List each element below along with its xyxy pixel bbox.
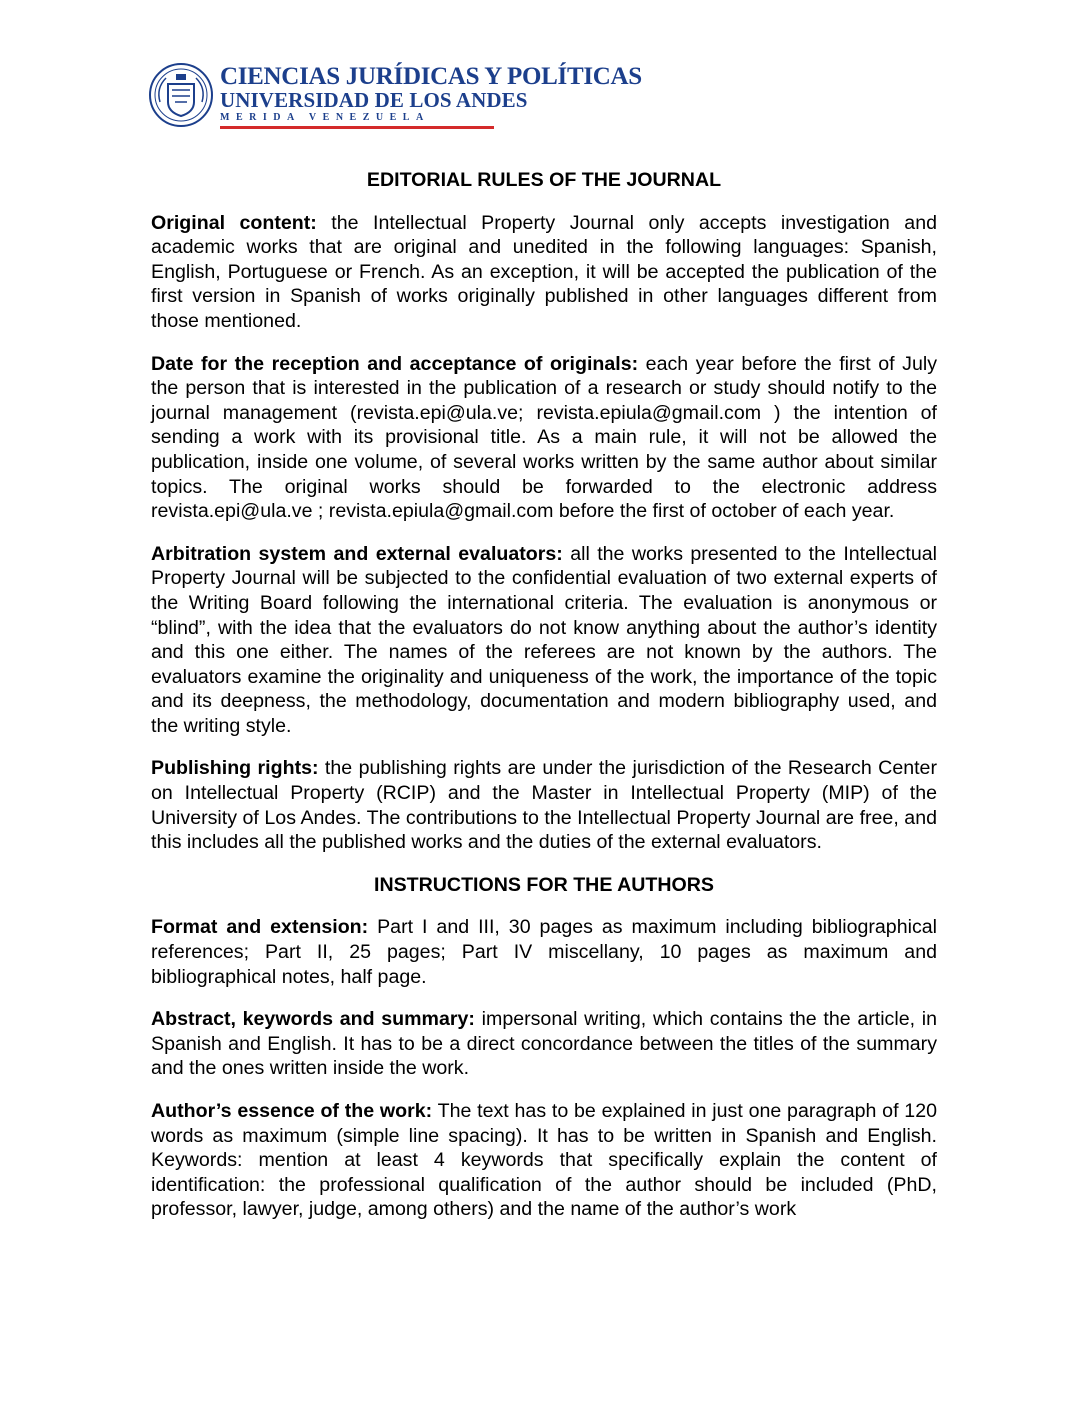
paragraph-publishing-rights — [151, 756, 937, 854]
paragraph-original-content — [151, 211, 937, 334]
university-seal-icon — [148, 62, 214, 128]
paragraph-text: Part I and III, 30 pages as maximum including bibliographical references; Part II, 25 pages; Part IV miscellany, 10 pages as maximum and bibliographical notes, half page. — [151, 916, 937, 988]
org-title: CIENCIAS JURÍDICAS Y POLÍTICAS — [220, 63, 642, 90]
paragraph-format-extension — [151, 915, 937, 989]
letterhead — [148, 62, 642, 130]
paragraph-label: Arbitration system and external evaluators: — [151, 542, 563, 565]
paragraph-label: Date for the reception and acceptance of originals: — [151, 352, 639, 375]
paragraph-text: impersonal writing, which contains the the article, in Spanish and English. It has to be a direct concordance between the titles of the summary and the ones written inside the work. — [151, 1008, 937, 1080]
paragraph-label: Original content: — [151, 211, 317, 234]
paragraph-label: Format and extension: — [151, 916, 369, 939]
paragraph-reception-dates — [151, 352, 937, 524]
paragraph-text: each year before the first of July the person that is interested in the publication of a research or study should notify to the journal management (revista.epi@ula.ve; revista.epiula@gmail.com ) the intention of sending a work with its provisional title. As a main rule, it will not be allowed the publication, inside one volume, of several works written by the same author about similar topics. The original works should be forwarded to the electronic address revista.epi@ula.ve ; revista.epiula@gmail.com before the first of october of each year. — [151, 352, 937, 523]
paragraph-text: all the works presented to the Intellectual Property Journal will be subjected to the confidential evaluation of two external experts of the Writing Board following the international criteria. The evaluation is anonymous or “blind”, with the idea that the evaluators do not know anything about the author’s identity and this one either. The names of the referees are not known by the authors. The evaluators examine the originality and uniqueness of the work, the importance of the topic and its deepness, the methodology, documentation and modern bibliography used, and the writing style. — [151, 542, 937, 737]
paragraph-text: the publishing rights are under the jurisdiction of the Research Center on Intellectual Property (RCIP) and the Master in Intellectual Property (MIP) of the University of Los Andes. The contributions to the Intellectual Property Journal are free, and this includes all the published works and the duties of the external evaluators. — [151, 757, 937, 854]
org-city: MERIDA VENEZUELA — [220, 112, 430, 123]
paragraph-abstract-keywords — [151, 1007, 937, 1081]
page-title: EDITORIAL RULES OF THE JOURNAL — [366, 169, 722, 191]
paragraph-text: The text has to be explained in just one paragraph of 120 words as maximum (simple line spacing). It has to be written in Spanish and English. Keywords: mention at least 4 keywords that specifically explain the content of identification: the professional qualification of the author should be included (PhD, professor, lawyer, judge, among others) and the name of the author’s work — [151, 1100, 937, 1221]
org-subtitle: UNIVERSIDAD DE LOS ANDES — [220, 88, 528, 112]
letterhead-divider — [220, 126, 494, 129]
document-body — [151, 168, 937, 1240]
paragraph-label: Author’s essence of the work: — [151, 1100, 433, 1122]
paragraph-label: Abstract, keywords and summary: — [151, 1008, 475, 1031]
paragraph-arbitration-system — [151, 542, 937, 739]
section-heading-instructions: INSTRUCTIONS FOR THE AUTHORS — [374, 873, 714, 896]
paragraph-author-essence — [151, 1099, 937, 1222]
paragraph-label: Publishing rights: — [151, 757, 319, 780]
paragraph-text: the Intellectual Property Journal only accepts investigation and academic works that are original and unedited in the following languages: Spanish, English, Portuguese or French. As an exception, it will be accepted the publication of the first version in Spanish of works originally published in other languages different from those mentioned. — [151, 211, 937, 332]
